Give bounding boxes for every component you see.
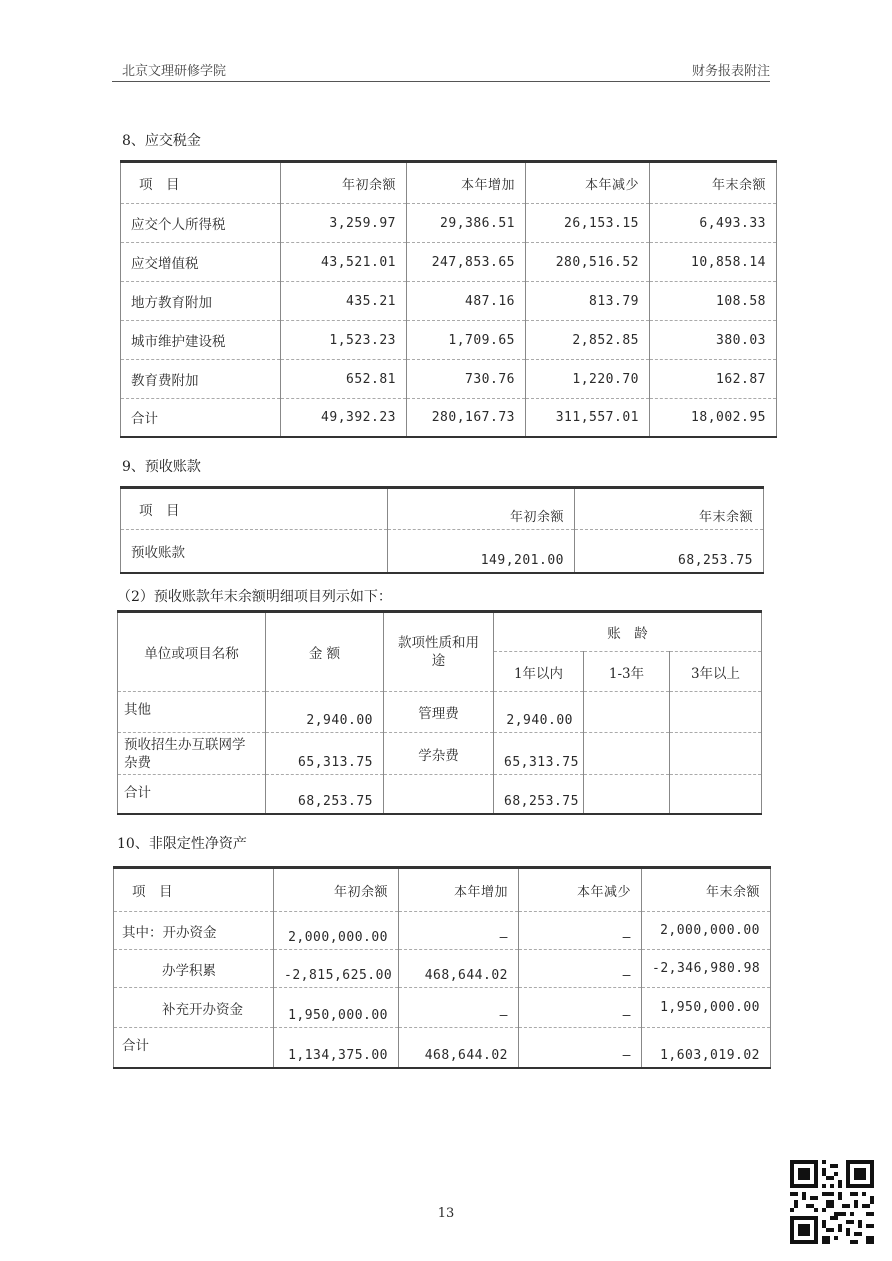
row-label: 教育费附加 bbox=[121, 360, 281, 399]
table-header-row bbox=[121, 488, 764, 530]
table-header-row bbox=[121, 162, 777, 204]
cell-decrease: – bbox=[519, 1028, 642, 1068]
cell-opening: 2,000,000.00 bbox=[274, 912, 399, 950]
cell-closing: 6,493.33 bbox=[650, 204, 777, 243]
row-label: 应交增值税 bbox=[121, 243, 281, 282]
table-row bbox=[121, 204, 777, 243]
header-rule bbox=[112, 81, 770, 82]
cell-1-3-years bbox=[584, 692, 670, 733]
col-header-name: 单位或项目名称 bbox=[118, 612, 266, 692]
cell-decrease: 813.79 bbox=[526, 282, 650, 321]
col-header-item: 项 目 bbox=[121, 162, 281, 204]
cell-increase: 247,853.65 bbox=[407, 243, 526, 282]
cell-increase: 280,167.73 bbox=[407, 399, 526, 437]
row-label: 合计 bbox=[118, 775, 266, 814]
col-header-opening: 年初余额 bbox=[281, 162, 407, 204]
col-header-item: 项 目 bbox=[114, 868, 274, 912]
total-row bbox=[118, 775, 762, 814]
header-org-name: 北京文理研修学院 bbox=[122, 64, 227, 79]
row-label: 其他 bbox=[118, 692, 266, 733]
cell-decrease: 280,516.52 bbox=[526, 243, 650, 282]
table-row bbox=[114, 950, 771, 988]
cell-closing: 380.03 bbox=[650, 321, 777, 360]
col-header-over-3-years: 3年以上 bbox=[670, 652, 762, 692]
col-header-closing: 年末余额 bbox=[650, 162, 777, 204]
cell-opening: 149,201.00 bbox=[388, 530, 575, 573]
cell-closing: -2,346,980.98 bbox=[642, 950, 771, 988]
cell-amount: 68,253.75 bbox=[266, 775, 384, 814]
cell-within-1-year: 68,253.75 bbox=[494, 775, 584, 814]
row-label: 应交个人所得税 bbox=[121, 204, 281, 243]
cell-nature bbox=[384, 775, 494, 814]
cell-over-3-years bbox=[670, 692, 762, 733]
cell-closing: 68,253.75 bbox=[575, 530, 764, 573]
cell-increase: 29,386.51 bbox=[407, 204, 526, 243]
table-header-row bbox=[114, 868, 771, 912]
cell-decrease: – bbox=[519, 988, 642, 1028]
col-header-amount: 金 额 bbox=[266, 612, 384, 692]
cell-amount: 2,940.00 bbox=[266, 692, 384, 733]
section-8-title: 8、应交税金 bbox=[122, 133, 201, 149]
cell-opening: 3,259.97 bbox=[281, 204, 407, 243]
cell-nature: 管理费 bbox=[384, 692, 494, 733]
col-header-opening: 年初余额 bbox=[274, 868, 399, 912]
row-label: 城市维护建设税 bbox=[121, 321, 281, 360]
col-header-decrease: 本年减少 bbox=[526, 162, 650, 204]
table-row bbox=[114, 912, 771, 950]
cell-increase: 1,709.65 bbox=[407, 321, 526, 360]
cell-opening: 652.81 bbox=[281, 360, 407, 399]
row-label: 预收招生办互联网学杂费 bbox=[118, 733, 266, 775]
cell-nature: 学杂费 bbox=[384, 733, 494, 775]
col-header-increase: 本年增加 bbox=[407, 162, 526, 204]
col-header-1-3-years: 1-3年 bbox=[584, 652, 670, 692]
cell-over-3-years bbox=[670, 733, 762, 775]
cell-1-3-years bbox=[584, 775, 670, 814]
cell-1-3-years bbox=[584, 733, 670, 775]
cell-decrease: 311,557.01 bbox=[526, 399, 650, 437]
header-report-title: 财务报表附注 bbox=[691, 64, 770, 79]
row-label: 地方教育附加 bbox=[121, 282, 281, 321]
cell-decrease: 1,220.70 bbox=[526, 360, 650, 399]
table-row bbox=[121, 530, 764, 573]
row-label: 合计 bbox=[114, 1028, 274, 1068]
table-row bbox=[118, 733, 762, 775]
cell-decrease: – bbox=[519, 950, 642, 988]
table-row bbox=[121, 282, 777, 321]
section-9-detail-title: （2）预收账款年末余额明细项目列示如下： bbox=[117, 589, 392, 605]
advance-receipts-detail-table bbox=[117, 610, 762, 815]
cell-closing: 10,858.14 bbox=[650, 243, 777, 282]
table-row bbox=[118, 692, 762, 733]
cell-increase: 468,644.02 bbox=[399, 1028, 519, 1068]
cell-opening: 1,950,000.00 bbox=[274, 988, 399, 1028]
row-label: 预收账款 bbox=[121, 530, 388, 573]
qr-code-icon bbox=[790, 1160, 874, 1244]
table-row bbox=[121, 243, 777, 282]
cell-decrease: 2,852.85 bbox=[526, 321, 650, 360]
cell-opening: 1,523.23 bbox=[281, 321, 407, 360]
row-label: 其中：开办资金 bbox=[114, 912, 274, 950]
cell-over-3-years bbox=[670, 775, 762, 814]
cell-amount: 65,313.75 bbox=[266, 733, 384, 775]
col-header-nature: 款项性质和用途 bbox=[384, 612, 494, 692]
cell-opening: -2,815,625.00 bbox=[274, 950, 399, 988]
unrestricted-net-assets-table bbox=[113, 866, 771, 1069]
cell-closing: 18,002.95 bbox=[650, 399, 777, 437]
taxes-payable-table bbox=[120, 160, 777, 438]
table-header-row bbox=[118, 612, 762, 652]
row-label: 补充开办资金 bbox=[114, 988, 274, 1028]
cell-within-1-year: 65,313.75 bbox=[494, 733, 584, 775]
cell-increase: 487.16 bbox=[407, 282, 526, 321]
page-number: 13 bbox=[437, 1206, 455, 1221]
cell-increase: 468,644.02 bbox=[399, 950, 519, 988]
row-label: 办学积累 bbox=[114, 950, 274, 988]
cell-closing: 2,000,000.00 bbox=[642, 912, 771, 950]
cell-increase: 730.76 bbox=[407, 360, 526, 399]
section-9-title: 9、预收账款 bbox=[122, 459, 201, 475]
table-row bbox=[114, 988, 771, 1028]
table-row bbox=[121, 321, 777, 360]
total-row bbox=[121, 399, 777, 437]
col-header-within-1-year: 1年以内 bbox=[494, 652, 584, 692]
advance-receipts-table bbox=[120, 486, 764, 574]
col-header-closing: 年末余额 bbox=[575, 488, 764, 530]
cell-opening: 43,521.01 bbox=[281, 243, 407, 282]
col-header-item: 项 目 bbox=[121, 488, 388, 530]
col-header-aging: 账 龄 bbox=[494, 612, 762, 652]
col-header-closing: 年末余额 bbox=[642, 868, 771, 912]
cell-closing: 1,603,019.02 bbox=[642, 1028, 771, 1068]
cell-closing: 108.58 bbox=[650, 282, 777, 321]
cell-decrease: 26,153.15 bbox=[526, 204, 650, 243]
cell-closing: 162.87 bbox=[650, 360, 777, 399]
cell-decrease: – bbox=[519, 912, 642, 950]
row-label: 合计 bbox=[121, 399, 281, 437]
cell-opening: 435.21 bbox=[281, 282, 407, 321]
total-row bbox=[114, 1028, 771, 1068]
table-row bbox=[121, 360, 777, 399]
col-header-opening: 年初余额 bbox=[388, 488, 575, 530]
cell-within-1-year: 2,940.00 bbox=[494, 692, 584, 733]
col-header-increase: 本年增加 bbox=[399, 868, 519, 912]
cell-increase: – bbox=[399, 912, 519, 950]
col-header-decrease: 本年减少 bbox=[519, 868, 642, 912]
cell-opening: 1,134,375.00 bbox=[274, 1028, 399, 1068]
cell-opening: 49,392.23 bbox=[281, 399, 407, 437]
cell-closing: 1,950,000.00 bbox=[642, 988, 771, 1028]
section-10-title: 10、非限定性净资产 bbox=[117, 836, 247, 852]
cell-increase: – bbox=[399, 988, 519, 1028]
